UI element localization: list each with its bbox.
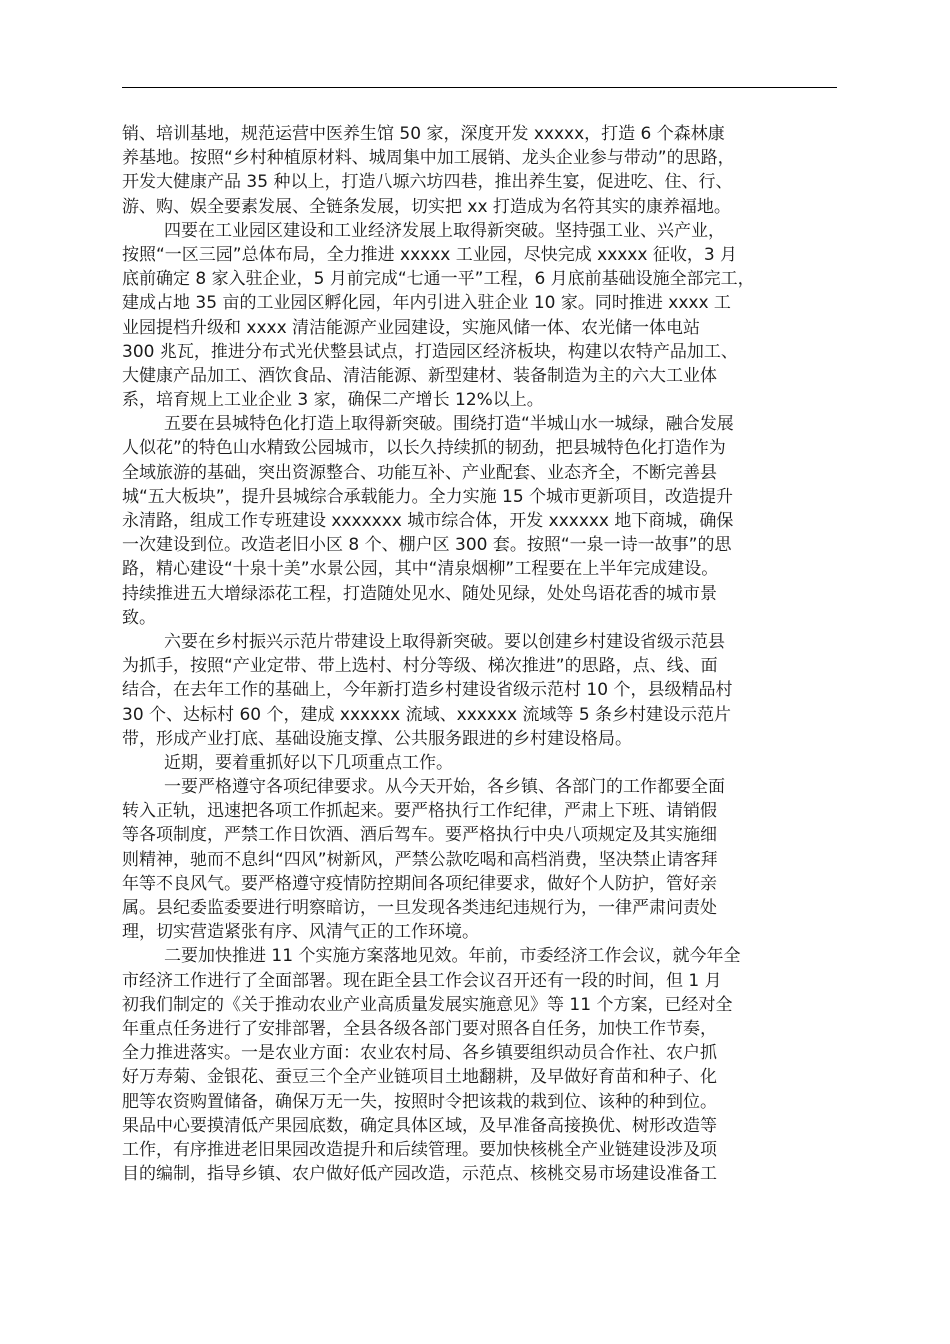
text-line: 建成占地 35 亩的工业园区孵化园，年内引进入驻企业 10 家。同时推进 xxxx 工 — [122, 293, 731, 314]
text-line: 果品中心要摸清低产果园底数，确定具体区域，及早准备高接换优、树形改造等 — [122, 1115, 717, 1136]
paragraph-first-line: 近期，要着重抓好以下几项重点工作。 — [164, 752, 453, 773]
text-line: 年重点任务进行了安排部署，全县各级各部门要对照各自任务，加快工作节奏， — [122, 1018, 717, 1039]
text-line: 好万寿菊、金银花、蚕豆三个全产业链项目土地翻耕，及早做好育苗和种子、化 — [122, 1067, 717, 1088]
text-line: 永清路，组成工作专班建设 xxxxxxx 城市综合体，开发 xxxxxx 地下商城，确保 — [122, 511, 734, 531]
text-line: 底前确定 8 家入驻企业，5 月前完成“七通一平”工程，6 月底前基础设施全部完工， — [122, 269, 755, 290]
paragraph-first-line: 四要在工业园区建设和工业经济发展上取得新突破。坚持强工业、兴产业， — [164, 220, 725, 241]
text-line: 300 兆瓦，推进分布式光伏整县试点，打造园区经济板块，构建以农特产品加工、 — [122, 341, 738, 362]
text-line: 路，精心建设“十泉十美”水景公园，其中“清泉烟柳”工程要在上半年完成建设。 — [122, 559, 719, 580]
text-line: 城“五大板块”，提升县城综合承载能力。全力实施 15 个城市更新项目，改造提升 — [122, 486, 734, 507]
text-line: 年等不良风气。要严格遵守疫情防控期间各项纪律要求，做好个人防护，管好亲 — [122, 873, 717, 894]
text-line: 一次建设到位。改造老旧小区 8 个、棚户区 300 套。按照“一泉一诗一故事”的思 — [122, 535, 732, 556]
text-line: 为抓手，按照“产业定带、带上选村、村分等级、梯次推进”的思路，点、线、面 — [122, 656, 718, 677]
header-rule — [122, 87, 837, 88]
text-line: 大健康产品加工、酒饮食品、清洁能源、新型建材、装备制造为主的六大工业体 — [122, 365, 717, 386]
document-body — [122, 122, 852, 1186]
text-line: 30 个、达标村 60 个，建成 xxxxxx 流域、xxxxxx 流域等 5 条乡村建设示范片 — [122, 704, 732, 725]
text-line: 理，切实营造紧张有序、风清气正的工作环境。 — [122, 922, 479, 943]
text-line: 肥等农资购置储备，确保万无一失，按照时令把该栽的栽到位、该种的种到位。 — [122, 1091, 717, 1112]
text-line: 持续推进五大增绿添花工程，打造随处见水、随处见绿，处处鸟语花香的城市景 — [122, 583, 717, 604]
text-line: 目的编制，指导乡镇、农户做好低产园改造，示范点、核桃交易市场建设准备工 — [122, 1164, 717, 1185]
text-line: 带，形成产业打底、基础设施支撑、公共服务跟进的乡村建设格局。 — [122, 728, 632, 749]
text-line: 初我们制定的《关于推动农业产业高质量发展实施意见》等 11 个方案，已经对全 — [122, 994, 733, 1015]
paragraph-first-line: 五要在县城特色化打造上取得新突破。围绕打造“半城山水一城绿，融合发展 — [164, 414, 734, 435]
text-line: 结合，在去年工作的基础上，今年新打造乡村建设省级示范村 10 个，县级精品村 — [122, 680, 733, 701]
text-line: 全力推进落实。一是农业方面：农业农村局、各乡镇要组织动员合作社、农户抓 — [122, 1043, 717, 1064]
text-line: 全域旅游的基础，突出资源整合、功能互补、产业配套、业态齐全，不断完善县 — [122, 462, 717, 483]
paragraph-first-line: 六要在乡村振兴示范片带建设上取得新突破。要以创建乡村建设省级示范县 — [164, 631, 725, 652]
text-line: 销、培训基地，规范运营中医养生馆 50 家，深度开发 xxxxx，打造 6 个森林康 — [122, 124, 725, 144]
text-line: 等各项制度，严禁工作日饮酒、酒后驾车。要严格执行中央八项规定及其实施细 — [122, 825, 717, 846]
text-line: 工作，有序推进老旧果园改造提升和后续管理。要加快核桃全产业链建设涉及项 — [122, 1139, 717, 1160]
paragraph-first-line: 一要严格遵守各项纪律要求。从今天开始，各乡镇、各部门的工作都要全面 — [164, 777, 725, 798]
text-line: 系，培育规上工业企业 3 家，确保二产增长 12%以上。 — [122, 390, 544, 411]
text-line: 游、购、娱全要素发展、全链条发展，切实把 xx 打造成为名符其实的康养福地。 — [122, 196, 731, 217]
text-line: 开发大健康产品 35 种以上，打造八塬六坊四巷，推出养生宴，促进吃、住、行、 — [122, 172, 733, 193]
paragraph-first-line: 二要加快推进 11 个实施方案落地见效。年前，市委经济工作会议，就今年全 — [164, 946, 741, 967]
text-line: 市经济工作进行了全面部署。现在距全县工作会议召开还有一段的时间，但 1 月 — [122, 970, 722, 991]
text-line: 致。 — [122, 607, 156, 628]
text-line: 养基地。按照“乡村种植原材料、城周集中加工展销、龙头企业参与带动”的思路， — [122, 148, 735, 169]
text-line: 按照“一区三园”总体布局，全力推进 xxxxx 工业园，尽快完成 xxxxx 征收，3 月 — [122, 244, 738, 265]
text-line: 人似花”的特色山水精致公园城市，以长久持续抓的韧劲，把县城特色化打造作为 — [122, 438, 726, 459]
text-line: 转入正轨，迅速把各项工作抓起来。要严格执行工作纪律，严肃上下班、请销假 — [122, 801, 717, 822]
text-line: 则精神，驰而不息纠“四风”树新风，严禁公款吃喝和高档消费，坚决禁止请客拜 — [122, 849, 718, 870]
text-line: 属。县纪委监委要进行明察暗访，一旦发现各类违纪违规行为，一律严肃问责处 — [122, 898, 717, 918]
text-line: 业园提档升级和 xxxx 清洁能源产业园建设，实施风储一体、农光储一体电站 — [122, 317, 701, 338]
